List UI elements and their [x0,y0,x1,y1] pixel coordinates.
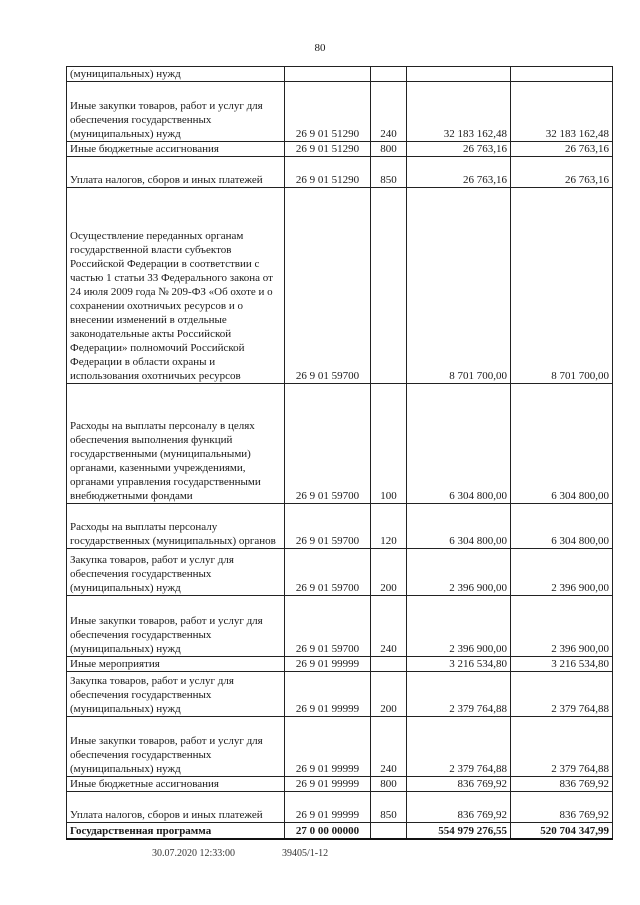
table-row [67,82,613,142]
row-code: 26 9 01 59700 [285,384,371,504]
row-sum-1: 32 183 162,48 [407,82,511,142]
row-sum-2: 26 763,16 [511,157,613,188]
row-name: Иные закупки товаров, работ и услуг для обеспечения государственных (муниципальных) нужд [67,596,285,657]
page-number: 80 [314,42,326,54]
row-name: Расходы на выплаты персоналу государственных (муниципальных) органов [67,504,285,549]
row-name: Иные мероприятия [67,657,285,672]
row-code: 26 9 01 59700 [285,596,371,657]
table-row [67,717,613,777]
row-name: Закупка товаров, работ и услуг для обеспечения государственных (муниципальных) нужд [67,672,285,717]
row-sum-1 [407,67,511,82]
row-sum-2: 2 379 764,88 [511,672,613,717]
row-code: 26 9 01 99999 [285,792,371,823]
budget-table [66,66,613,840]
row-sum-1: 2 379 764,88 [407,672,511,717]
table-row [67,549,613,596]
row-sum-2: 6 304 800,00 [511,384,613,504]
table-row [67,792,613,823]
row-expense-type [371,657,407,672]
row-sum-1: 6 304 800,00 [407,384,511,504]
row-sum-1: 2 379 764,88 [407,717,511,777]
row-name: Иные бюджетные ассигнования [67,142,285,157]
row-sum-1: 6 304 800,00 [407,504,511,549]
row-expense-type: 850 [371,792,407,823]
row-sum-2: 520 704 347,99 [511,823,613,839]
row-expense-type: 240 [371,717,407,777]
row-expense-type: 240 [371,82,407,142]
row-expense-type: 800 [371,142,407,157]
row-sum-2: 836 769,92 [511,792,613,823]
table-row [67,188,613,384]
row-sum-2: 6 304 800,00 [511,504,613,549]
table-row [67,67,613,82]
row-code: 26 9 01 99999 [285,717,371,777]
table-row [67,672,613,717]
row-sum-2: 2 396 900,00 [511,596,613,657]
row-code: 26 9 01 51290 [285,142,371,157]
row-expense-type [371,823,407,839]
row-code: 26 9 01 99999 [285,672,371,717]
row-sum-1: 3 216 534,80 [407,657,511,672]
row-expense-type [371,67,407,82]
row-expense-type: 200 [371,549,407,596]
row-expense-type: 850 [371,157,407,188]
row-name: Уплата налогов, сборов и иных платежей [67,792,285,823]
row-code [285,67,371,82]
row-expense-type: 200 [371,672,407,717]
row-code: 26 9 01 51290 [285,157,371,188]
row-sum-1: 554 979 276,55 [407,823,511,839]
row-code: 26 9 01 99999 [285,657,371,672]
row-sum-1: 836 769,92 [407,777,511,792]
row-name: Закупка товаров, работ и услуг для обеспечения государственных (муниципальных) нужд [67,549,285,596]
row-code: 26 9 01 59700 [285,504,371,549]
row-sum-2: 836 769,92 [511,777,613,792]
table-row [67,504,613,549]
row-expense-type: 800 [371,777,407,792]
row-sum-2: 32 183 162,48 [511,82,613,142]
row-code: 27 0 00 00000 [285,823,371,839]
table-row [67,596,613,657]
row-code: 26 9 01 51290 [285,82,371,142]
row-sum-2: 2 379 764,88 [511,717,613,777]
table-row [67,657,613,672]
row-sum-1: 2 396 900,00 [407,596,511,657]
table-row-total [67,823,613,839]
row-sum-1: 8 701 700,00 [407,188,511,384]
table-row [67,157,613,188]
row-name: Государственная программа [67,823,285,839]
row-sum-2: 2 396 900,00 [511,549,613,596]
row-sum-1: 2 396 900,00 [407,549,511,596]
row-expense-type: 100 [371,384,407,504]
row-sum-1: 26 763,16 [407,142,511,157]
row-code: 26 9 01 59700 [285,549,371,596]
footer-doc-id: 39405/1-12 [282,848,329,859]
row-code: 26 9 01 59700 [285,188,371,384]
row-name: Иные закупки товаров, работ и услуг для обеспечения государственных (муниципальных) нужд [67,82,285,142]
row-name: Уплата налогов, сборов и иных платежей [67,157,285,188]
row-sum-2: 3 216 534,80 [511,657,613,672]
row-sum-1: 26 763,16 [407,157,511,188]
row-name: Иные бюджетные ассигнования [67,777,285,792]
table-row [67,384,613,504]
row-expense-type: 120 [371,504,407,549]
row-name: Осуществление переданных органам государственной власти субъектов Российской Федерации в соответствии с частью 1 статьи 33 Федерального закона от 24 июля 2009 года № 209-ФЗ «Об охоте и о сохранении охотничьих ресурсов и о внесении изменений в отдельные законодательные акты Российской Федерации» полномочий Российской Федерации в области охраны и использования охотничьих ресурсов [67,188,285,384]
row-name: (муниципальных) нужд [67,67,285,82]
row-expense-type: 240 [371,596,407,657]
footer-datetime: 30.07.2020 12:33:00 [152,848,236,859]
row-name: Расходы на выплаты персоналу в целях обеспечения выполнения функций государственными (муниципальными) органами, казенными учреждениями, органами управления государственными внебюджетными фондами [67,384,285,504]
row-sum-2: 26 763,16 [511,142,613,157]
row-expense-type [371,188,407,384]
row-name: Иные закупки товаров, работ и услуг для обеспечения государственных (муниципальных) нужд [67,717,285,777]
row-code: 26 9 01 99999 [285,777,371,792]
row-sum-1: 836 769,92 [407,792,511,823]
row-sum-2 [511,67,613,82]
table-row [67,142,613,157]
row-sum-2: 8 701 700,00 [511,188,613,384]
table-row [67,777,613,792]
